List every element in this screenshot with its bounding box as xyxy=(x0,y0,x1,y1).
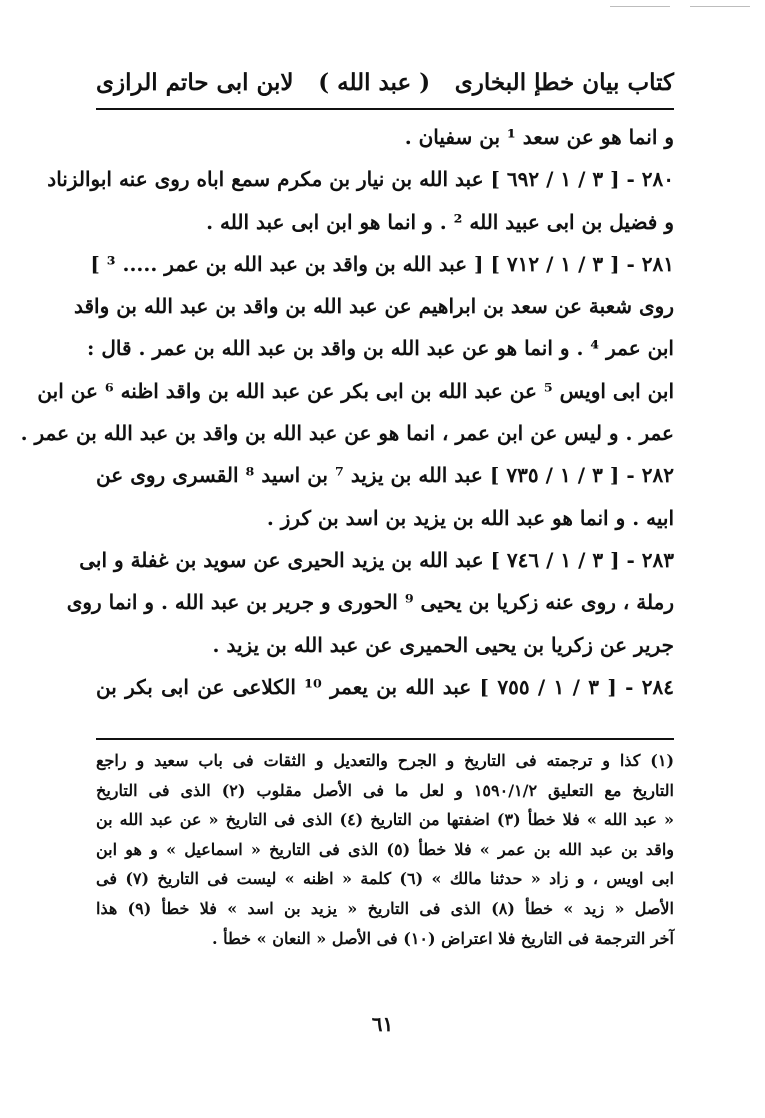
footnote-line: التاريخ مع التعليق ١٥٩٠/١/٢ و لعل ما فى الأصل مقلوب (٢) الذى فى التاريخ xyxy=(96,780,674,800)
main-text xyxy=(20,116,674,708)
header-section-title: ( عبد الله ) xyxy=(318,68,431,96)
text-line: عمر . و ليس عن ابن عمر ، انما هو عن عبد الله بن واقد بن عبد الله بن عمر . xyxy=(20,421,674,446)
text-line: ابيه . و انما هو عبد الله بن يزيد بن اسد بن كرز . xyxy=(266,505,674,530)
footnote-line: الأصل « زيد » خطأ (٨) الذى فى التاريخ « يزيد بن اسد » فلا خطأ (٩) هذا xyxy=(96,898,674,918)
scan-artifact-line xyxy=(610,6,670,7)
scan-artifact-line xyxy=(690,6,750,7)
text-line: ٢٨٣ - [ ٣ / ١ / ٧٤٦ ] عبد الله بن يزيد الحيرى عن سويد بن غفلة و ابى xyxy=(79,547,674,572)
footnote-line: واقد بن عبد الله بن عمر » فلا خطأ (٥) الذى فى التاريخ « اسماعيل » و هو ابن xyxy=(96,839,674,859)
footnote-line: ابى اويس ، و زاد « حدثنا مالك » (٦) كلمة « اظنه » ليست فى التاريخ (٧) فى xyxy=(96,869,674,889)
footnote-line: آخر الترجمة فى التاريخ فلا اعتراض (١٠) فى الأصل « النعان » خطأ . xyxy=(212,928,674,948)
footnote-line: « عبد الله » فلا خطأ (٣) اضفتها من التاريخ (٤) الذى فى التاريخ « عن عبد الله بن xyxy=(96,810,675,830)
header-book-title: كتاب بيان خطإ البخارى xyxy=(454,68,674,96)
text-line: ٢٨٠ - [ ٣ / ١ / ٦٩٢ ] عبد الله بن نيار بن مكرم سمع اباه روى عنه ابوالزناد xyxy=(47,167,674,192)
text-line: رملة ، روى عنه زكريا بن يحيى ⁹ الحورى و جرير بن عبد الله . و انما روى xyxy=(66,590,674,615)
text-line: ٢٨١ - [ ٣ / ١ / ٧١٢ ] [ عبد الله بن واقد بن عبد الله بن عمر ..... ³ ] xyxy=(90,251,674,276)
text-line: روى شعبة عن سعد بن ابراهيم عن عبد الله بن واقد بن عبد الله بن واقد xyxy=(73,294,674,319)
running-header xyxy=(96,62,674,102)
footnote-line: (١) كذا و ترجمته فى التاريخ و الجرح والتعديل و الثقات فى باب سعيد و راجع xyxy=(96,751,675,770)
footnotes xyxy=(96,746,674,953)
footnote-divider xyxy=(96,738,674,740)
text-line: ابن ابى اويس ⁵ عن عبد الله بن ابى بكر عن عبد الله بن واقد اظنه ⁶ عن ابن xyxy=(37,378,674,403)
text-line: و فضيل بن ابى عبيد الله ² . و انما هو ابن ابى عبد الله . xyxy=(206,209,674,234)
text-line: جرير عن زكريا بن يحيى الحميرى عن عبد الله بن يزيد . xyxy=(212,632,674,657)
text-line: ابن عمر ⁴ . و انما هو عن عبد الله بن واقد بن عبد الله بن عمر . قال : xyxy=(86,336,674,361)
text-line: و انما هو عن سعد ¹ بن سفيان . xyxy=(404,125,674,149)
text-line: ٢٨٢ - [ ٣ / ١ / ٧٣٥ ] عبد الله بن يزيد ⁷ بن اسيد ⁸ القسرى روى عن xyxy=(96,463,674,488)
page-number: ٦١ xyxy=(371,1012,394,1036)
text-line: ٢٨٤ - [ ٣ / ١ / ٧٥٥ ] عبد الله بن يعمر ¹⁰ الكلاعى عن ابى بكر بن xyxy=(96,674,674,699)
header-divider xyxy=(96,108,674,110)
header-author: لابن ابى حاتم الرازى xyxy=(96,68,294,96)
